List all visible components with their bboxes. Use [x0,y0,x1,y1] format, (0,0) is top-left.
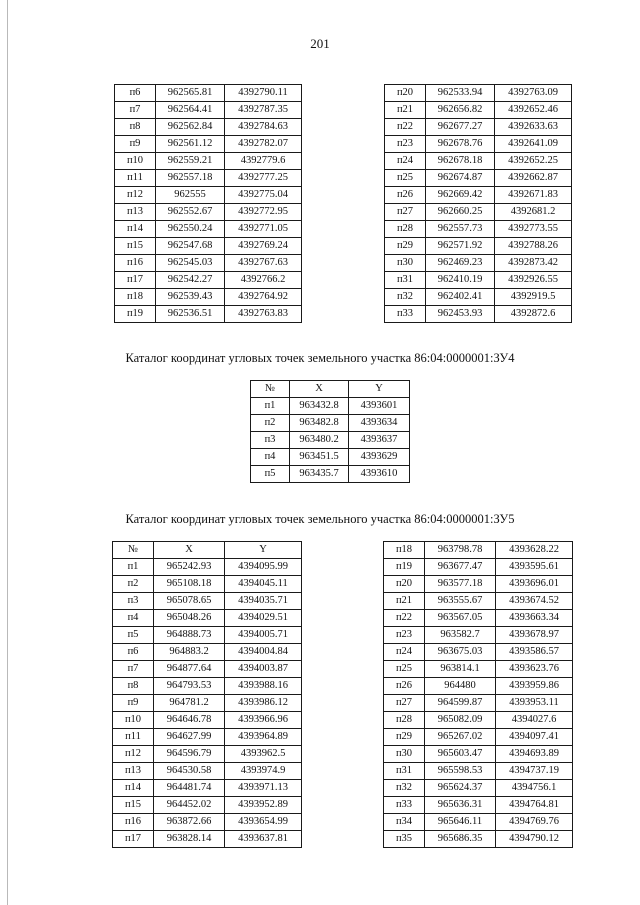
point-id-cell: п10 [113,712,154,729]
point-id-cell: п4 [251,449,290,466]
point-id-cell: п14 [115,221,156,238]
x-coordinate-cell: 964452.02 [154,797,225,814]
catalog-zu5-right-table [383,541,573,848]
y-coordinate-cell: 4393962.5 [225,746,302,763]
table-row [251,398,410,415]
table-row [113,729,302,746]
x-coordinate-cell: 962410.19 [426,272,495,289]
y-coordinate-cell: 4393637 [349,432,410,449]
y-coordinate-cell: 4392790.11 [225,85,302,102]
upper-right-coordinates-table [384,84,572,323]
point-id-cell: п15 [113,797,154,814]
table-row [113,746,302,763]
y-coordinate-cell: 4392763.09 [495,85,572,102]
point-id-cell: п11 [113,729,154,746]
x-coordinate-cell: 965624.37 [425,780,496,797]
x-coordinate-cell: 965646.11 [425,814,496,831]
table-row [113,627,302,644]
table-row [251,466,410,483]
y-coordinate-cell: 4393595.61 [496,559,573,576]
y-coordinate-cell: 4394027.6 [496,712,573,729]
y-coordinate-cell: 4392777.25 [225,170,302,187]
x-coordinate-cell: 964481.74 [154,780,225,797]
y-coordinate-cell: 4393601 [349,398,410,415]
table-row [384,763,573,780]
point-id-cell: п33 [384,797,425,814]
y-coordinate-cell: 4392779.6 [225,153,302,170]
y-coordinate-cell: 4394005.71 [225,627,302,644]
x-coordinate-cell: 962660.25 [426,204,495,221]
x-coordinate-cell: 963555.67 [425,593,496,610]
point-id-cell: п26 [384,678,425,695]
x-coordinate-cell: 962678.76 [426,136,495,153]
y-coordinate-cell: 4392764.92 [225,289,302,306]
y-coordinate-cell: 4392775.04 [225,187,302,204]
y-coordinate-cell: 4393623.76 [496,661,573,678]
x-coordinate-cell: 962557.73 [426,221,495,238]
table-row [115,170,302,187]
table-row [384,576,573,593]
column-header: № [251,381,290,398]
x-coordinate-cell: 962571.92 [426,238,495,255]
y-coordinate-cell: 4393628.22 [496,542,573,559]
y-coordinate-cell: 4394029.51 [225,610,302,627]
column-header: № [113,542,154,559]
point-id-cell: п16 [113,814,154,831]
y-coordinate-cell: 4393966.96 [225,712,302,729]
point-id-cell: п32 [384,780,425,797]
point-id-cell: п3 [251,432,290,449]
table-row [113,661,302,678]
y-coordinate-cell: 4392872.6 [495,306,572,323]
x-coordinate-cell: 964793.53 [154,678,225,695]
point-id-cell: п12 [113,746,154,763]
x-coordinate-cell: 965048.26 [154,610,225,627]
point-id-cell: п5 [113,627,154,644]
table-row [113,695,302,712]
table-row [115,136,302,153]
y-coordinate-cell: 4394764.81 [496,797,573,814]
table-row [113,610,302,627]
point-id-cell: п22 [385,119,426,136]
x-coordinate-cell: 962536.51 [156,306,225,323]
point-id-cell: п9 [115,136,156,153]
x-coordinate-cell: 963435.7 [290,466,349,483]
x-coordinate-cell: 962453.93 [426,306,495,323]
point-id-cell: п18 [384,542,425,559]
y-coordinate-cell: 4393971.13 [225,780,302,797]
y-coordinate-cell: 4392767.63 [225,255,302,272]
y-coordinate-cell: 4392769.24 [225,238,302,255]
table-row [385,153,572,170]
table-row [384,661,573,678]
table-row [113,797,302,814]
table-row [384,831,573,848]
y-coordinate-cell: 4392633.63 [495,119,572,136]
x-coordinate-cell: 962656.82 [426,102,495,119]
point-id-cell: п10 [115,153,156,170]
y-coordinate-cell: 4392772.95 [225,204,302,221]
y-coordinate-cell: 4393953.11 [496,695,573,712]
table-row [113,831,302,848]
x-coordinate-cell: 962564.41 [156,102,225,119]
point-id-cell: п7 [115,102,156,119]
point-id-cell: п23 [384,627,425,644]
y-coordinate-cell: 4392771.05 [225,221,302,238]
x-coordinate-cell: 964596.79 [154,746,225,763]
x-coordinate-cell: 965078.65 [154,593,225,610]
catalog-zu4-title: Каталог координат угловых точек земельного участка 86:04:0000001:ЗУ4 [125,351,515,365]
table-row [384,746,573,763]
x-coordinate-cell: 962677.27 [426,119,495,136]
x-coordinate-cell: 963577.18 [425,576,496,593]
scan-edge-line [7,0,8,905]
table-row [385,102,572,119]
table-row [113,678,302,695]
table-row [385,238,572,255]
column-header: Y [349,381,410,398]
table-row [385,170,572,187]
x-coordinate-cell: 963432.8 [290,398,349,415]
y-coordinate-cell: 4392926.55 [495,272,572,289]
x-coordinate-cell: 963582.7 [425,627,496,644]
table-row [384,542,573,559]
x-coordinate-cell: 964883.2 [154,644,225,661]
table-row [385,221,572,238]
table-row [384,593,573,610]
table-header-row [251,381,410,398]
table-row [384,695,573,712]
table-row [115,306,302,323]
table-row [385,255,572,272]
x-coordinate-cell: 964530.58 [154,763,225,780]
x-coordinate-cell: 962542.27 [156,272,225,289]
point-id-cell: п2 [251,415,290,432]
point-id-cell: п35 [384,831,425,848]
point-id-cell: п17 [115,272,156,289]
y-coordinate-cell: 4392652.46 [495,102,572,119]
x-coordinate-cell: 963677.47 [425,559,496,576]
x-coordinate-cell: 963798.78 [425,542,496,559]
point-id-cell: п22 [384,610,425,627]
x-coordinate-cell: 962545.03 [156,255,225,272]
y-coordinate-cell: 4393629 [349,449,410,466]
point-id-cell: п30 [384,746,425,763]
x-coordinate-cell: 962562.84 [156,119,225,136]
x-coordinate-cell: 964888.73 [154,627,225,644]
table-row [113,712,302,729]
point-id-cell: п14 [113,780,154,797]
point-id-cell: п25 [384,661,425,678]
x-coordinate-cell: 962678.18 [426,153,495,170]
point-id-cell: п29 [384,729,425,746]
y-coordinate-cell: 4392787.35 [225,102,302,119]
y-coordinate-cell: 4394035.71 [225,593,302,610]
point-id-cell: п7 [113,661,154,678]
point-id-cell: п8 [113,678,154,695]
point-id-cell: п15 [115,238,156,255]
table-row [384,559,573,576]
point-id-cell: п28 [384,712,425,729]
point-id-cell: п32 [385,289,426,306]
y-coordinate-cell: 4394045.11 [225,576,302,593]
point-id-cell: п2 [113,576,154,593]
table-row [384,627,573,644]
y-coordinate-cell: 4392766.2 [225,272,302,289]
x-coordinate-cell: 962559.21 [156,153,225,170]
upper-left-coordinates-table [114,84,302,323]
x-coordinate-cell: 964599.87 [425,695,496,712]
y-coordinate-cell: 4394756.1 [496,780,573,797]
point-id-cell: п11 [115,170,156,187]
x-coordinate-cell: 962557.18 [156,170,225,187]
point-id-cell: п27 [385,204,426,221]
table-row [115,187,302,204]
point-id-cell: п1 [113,559,154,576]
y-coordinate-cell: 4393634 [349,415,410,432]
point-id-cell: п18 [115,289,156,306]
point-id-cell: п1 [251,398,290,415]
point-id-cell: п29 [385,238,426,255]
point-id-cell: п6 [113,644,154,661]
y-coordinate-cell: 4394693.89 [496,746,573,763]
y-coordinate-cell: 4394769.76 [496,814,573,831]
table-row [113,644,302,661]
table-row [115,153,302,170]
table-row [113,814,302,831]
x-coordinate-cell: 963872.66 [154,814,225,831]
point-id-cell: п21 [385,102,426,119]
y-coordinate-cell: 4392782.07 [225,136,302,153]
point-id-cell: п27 [384,695,425,712]
table-row [115,85,302,102]
y-coordinate-cell: 4393586.57 [496,644,573,661]
point-id-cell: п24 [384,644,425,661]
y-coordinate-cell: 4394003.87 [225,661,302,678]
x-coordinate-cell: 963814.1 [425,661,496,678]
table-row [115,204,302,221]
table-header-row [113,542,302,559]
y-coordinate-cell: 4393986.12 [225,695,302,712]
y-coordinate-cell: 4392671.83 [495,187,572,204]
column-header: X [290,381,349,398]
point-id-cell: п30 [385,255,426,272]
catalog-zu5-title: Каталог координат угловых точек земельного участка 86:04:0000001:ЗУ5 [125,512,515,526]
x-coordinate-cell: 962669.42 [426,187,495,204]
table-row [385,272,572,289]
x-coordinate-cell: 965603.47 [425,746,496,763]
y-coordinate-cell: 4393654.99 [225,814,302,831]
table-row [113,780,302,797]
x-coordinate-cell: 964627.99 [154,729,225,746]
table-row [251,449,410,466]
x-coordinate-cell: 965636.31 [425,797,496,814]
page-number: 201 [310,36,330,51]
y-coordinate-cell: 4392773.55 [495,221,572,238]
point-id-cell: п13 [113,763,154,780]
y-coordinate-cell: 4393959.86 [496,678,573,695]
x-coordinate-cell: 962539.43 [156,289,225,306]
x-coordinate-cell: 963567.05 [425,610,496,627]
y-coordinate-cell: 4392662.87 [495,170,572,187]
y-coordinate-cell: 4393663.34 [496,610,573,627]
point-id-cell: п12 [115,187,156,204]
y-coordinate-cell: 4393637.81 [225,831,302,848]
table-row [385,187,572,204]
table-row [385,119,572,136]
point-id-cell: п31 [384,763,425,780]
y-coordinate-cell: 4393674.52 [496,593,573,610]
y-coordinate-cell: 4392641.09 [495,136,572,153]
column-header: Y [225,542,302,559]
table-row [113,559,302,576]
point-id-cell: п23 [385,136,426,153]
column-header: X [154,542,225,559]
table-row [384,678,573,695]
y-coordinate-cell: 4392873.42 [495,255,572,272]
point-id-cell: п34 [384,814,425,831]
y-coordinate-cell: 4393952.89 [225,797,302,814]
table-row [115,272,302,289]
y-coordinate-cell: 4393678.97 [496,627,573,644]
x-coordinate-cell: 962402.41 [426,289,495,306]
table-row [385,289,572,306]
y-coordinate-cell: 4394097.41 [496,729,573,746]
x-coordinate-cell: 965108.18 [154,576,225,593]
point-id-cell: п13 [115,204,156,221]
table-row [384,644,573,661]
x-coordinate-cell: 962565.81 [156,85,225,102]
x-coordinate-cell: 965598.53 [425,763,496,780]
catalog-zu5-left-table [112,541,302,848]
x-coordinate-cell: 962533.94 [426,85,495,102]
y-coordinate-cell: 4392763.83 [225,306,302,323]
table-row [113,576,302,593]
x-coordinate-cell: 965242.93 [154,559,225,576]
y-coordinate-cell: 4394790.12 [496,831,573,848]
point-id-cell: п16 [115,255,156,272]
table-row [115,221,302,238]
table-row [385,204,572,221]
table-row [113,593,302,610]
point-id-cell: п8 [115,119,156,136]
y-coordinate-cell: 4393696.01 [496,576,573,593]
point-id-cell: п6 [115,85,156,102]
y-coordinate-cell: 4392919.5 [495,289,572,306]
table-row [251,432,410,449]
x-coordinate-cell: 964646.78 [154,712,225,729]
point-id-cell: п3 [113,593,154,610]
y-coordinate-cell: 4394004.84 [225,644,302,661]
point-id-cell: п26 [385,187,426,204]
y-coordinate-cell: 4393610 [349,466,410,483]
x-coordinate-cell: 963480.2 [290,432,349,449]
table-row [384,780,573,797]
x-coordinate-cell: 965082.09 [425,712,496,729]
y-coordinate-cell: 4394095.99 [225,559,302,576]
table-row [385,136,572,153]
x-coordinate-cell: 962552.67 [156,204,225,221]
point-id-cell: п17 [113,831,154,848]
point-id-cell: п19 [384,559,425,576]
point-id-cell: п25 [385,170,426,187]
point-id-cell: п19 [115,306,156,323]
y-coordinate-cell: 4393988.16 [225,678,302,695]
y-coordinate-cell: 4392652.25 [495,153,572,170]
x-coordinate-cell: 962555 [156,187,225,204]
point-id-cell: п20 [384,576,425,593]
table-row [115,255,302,272]
table-row [115,289,302,306]
point-id-cell: п5 [251,466,290,483]
x-coordinate-cell: 964781.2 [154,695,225,712]
x-coordinate-cell: 963482.8 [290,415,349,432]
point-id-cell: п24 [385,153,426,170]
x-coordinate-cell: 962674.87 [426,170,495,187]
table-row [384,712,573,729]
table-row [113,763,302,780]
x-coordinate-cell: 963451.5 [290,449,349,466]
table-row [115,119,302,136]
point-id-cell: п21 [384,593,425,610]
x-coordinate-cell: 963675.03 [425,644,496,661]
x-coordinate-cell: 964480 [425,678,496,695]
x-coordinate-cell: 965686.35 [425,831,496,848]
x-coordinate-cell: 962547.68 [156,238,225,255]
y-coordinate-cell: 4392681.2 [495,204,572,221]
y-coordinate-cell: 4393974.9 [225,763,302,780]
point-id-cell: п9 [113,695,154,712]
x-coordinate-cell: 963828.14 [154,831,225,848]
x-coordinate-cell: 962550.24 [156,221,225,238]
table-row [384,729,573,746]
point-id-cell: п31 [385,272,426,289]
table-row [251,415,410,432]
y-coordinate-cell: 4392788.26 [495,238,572,255]
table-row [384,610,573,627]
point-id-cell: п33 [385,306,426,323]
table-row [385,306,572,323]
catalog-zu4-table [250,380,410,483]
x-coordinate-cell: 962469.23 [426,255,495,272]
x-coordinate-cell: 964877.64 [154,661,225,678]
point-id-cell: п4 [113,610,154,627]
table-row [385,85,572,102]
y-coordinate-cell: 4392784.63 [225,119,302,136]
x-coordinate-cell: 965267.02 [425,729,496,746]
x-coordinate-cell: 962561.12 [156,136,225,153]
y-coordinate-cell: 4393964.89 [225,729,302,746]
point-id-cell: п28 [385,221,426,238]
table-row [115,102,302,119]
y-coordinate-cell: 4394737.19 [496,763,573,780]
point-id-cell: п20 [385,85,426,102]
table-row [384,814,573,831]
table-row [384,797,573,814]
table-row [115,238,302,255]
